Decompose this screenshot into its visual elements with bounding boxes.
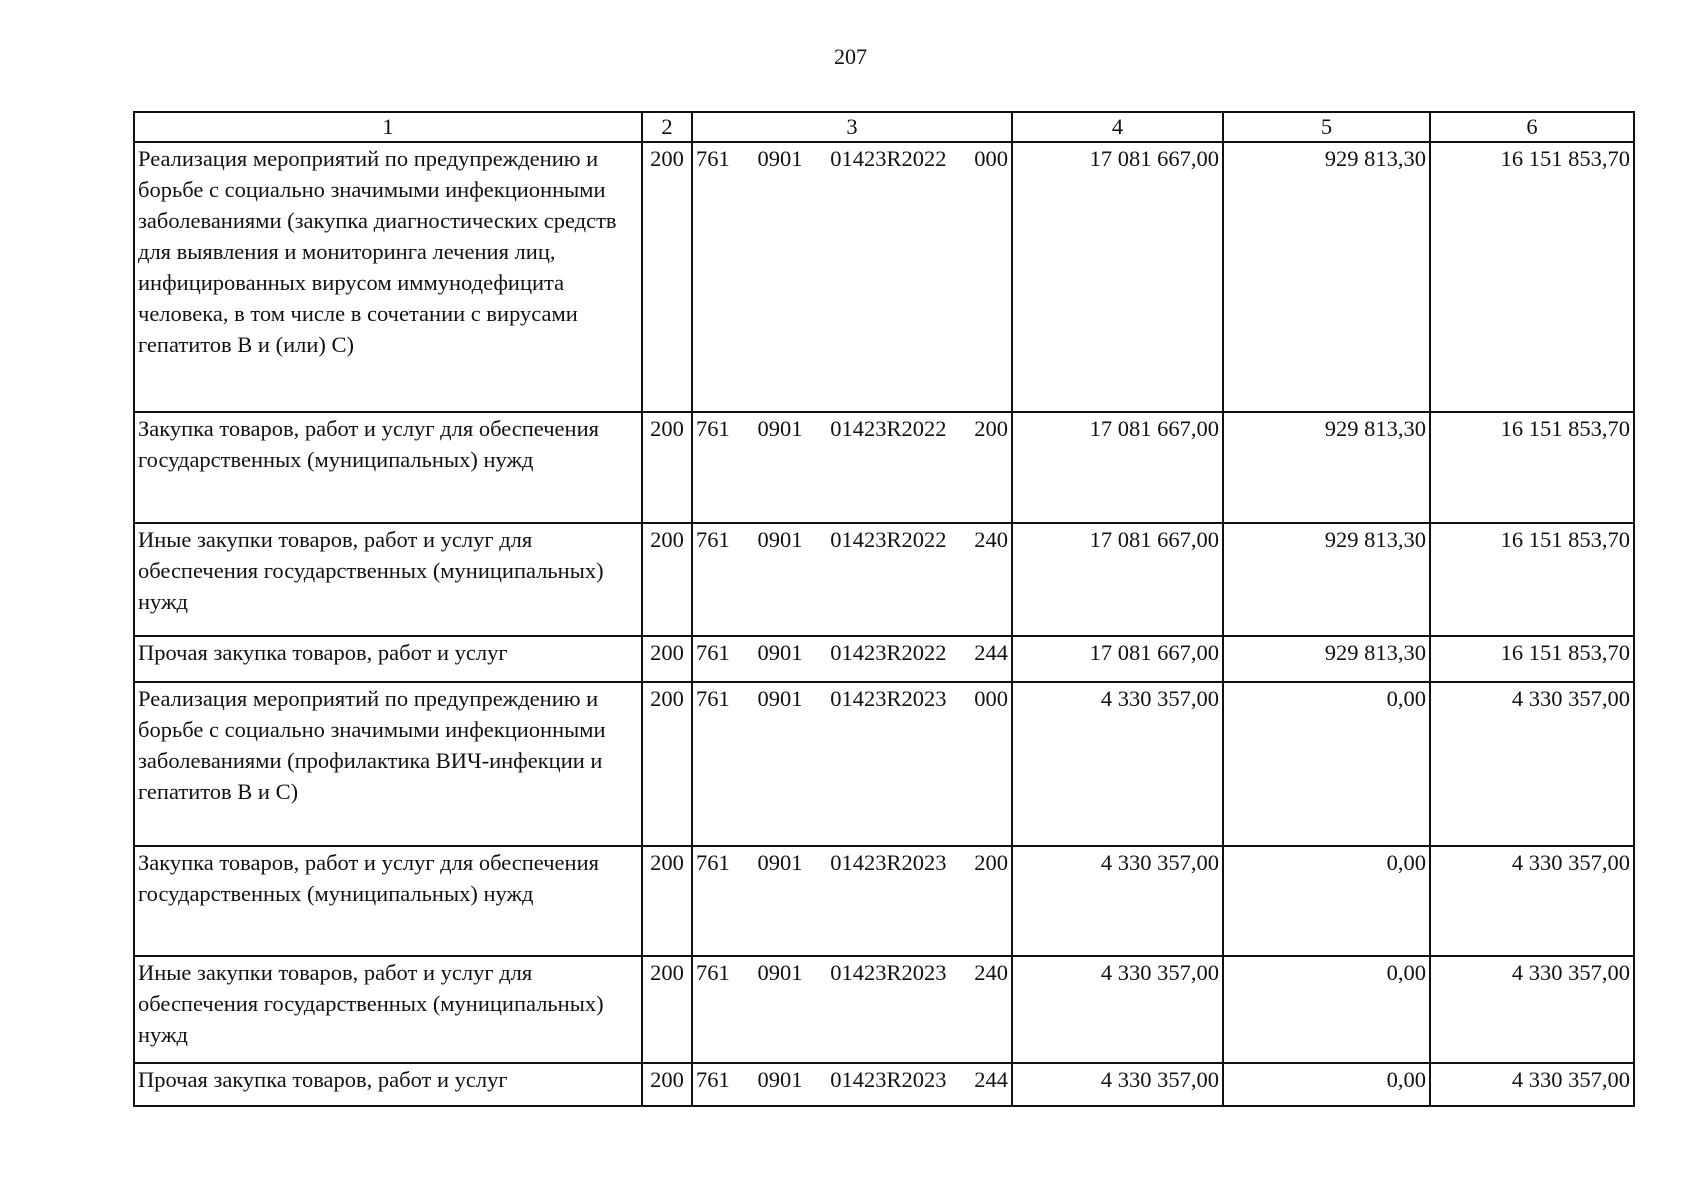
row-amount-col6: 4 330 357,00 <box>1430 682 1634 846</box>
code-section: 0901 <box>757 850 803 875</box>
code-ministry: 761 <box>696 640 730 665</box>
code-target-article: 01423R2023 <box>830 1067 947 1092</box>
column-header: 1 <box>134 112 642 142</box>
table-row <box>134 956 1634 1063</box>
table-row <box>134 682 1634 846</box>
column-header: 4 <box>1012 112 1223 142</box>
table-row <box>134 846 1634 956</box>
row-code-admin: 200 <box>642 956 692 1063</box>
code-expense-type: 244 <box>974 1067 1008 1092</box>
table-row <box>134 1063 1634 1106</box>
row-description: Иные закупки товаров, работ и услуг для обеспечения государственных (муниципальных) нужд <box>134 523 642 636</box>
code-expense-type: 240 <box>974 960 1008 985</box>
code-expense-type: 200 <box>974 416 1008 441</box>
budget-table <box>133 111 1635 1107</box>
row-amount-col5: 929 813,30 <box>1223 142 1430 412</box>
row-amount-col6: 4 330 357,00 <box>1430 1063 1634 1106</box>
row-description: Прочая закупка товаров, работ и услуг <box>134 1063 642 1106</box>
row-amount-col4: 4 330 357,00 <box>1012 1063 1223 1106</box>
table-row <box>134 412 1634 523</box>
column-header: 2 <box>642 112 692 142</box>
row-amount-col5: 0,00 <box>1223 682 1430 846</box>
page-number: 207 <box>834 44 867 69</box>
code-target-article: 01423R2023 <box>830 850 947 875</box>
row-amount-col4: 4 330 357,00 <box>1012 682 1223 846</box>
row-amount-col4: 17 081 667,00 <box>1012 412 1223 523</box>
code-expense-type: 240 <box>974 527 1008 552</box>
table-row <box>134 523 1634 636</box>
row-amount-col4: 17 081 667,00 <box>1012 142 1223 412</box>
row-budget-codes <box>692 412 1012 523</box>
row-budget-codes <box>692 956 1012 1063</box>
row-description: Закупка товаров, работ и услуг для обеспечения государственных (муниципальных) нужд <box>134 412 642 523</box>
row-description: Закупка товаров, работ и услуг для обеспечения государственных (муниципальных) нужд <box>134 846 642 956</box>
row-code-admin: 200 <box>642 682 692 846</box>
row-code-admin: 200 <box>642 1063 692 1106</box>
row-amount-col6: 16 151 853,70 <box>1430 142 1634 412</box>
code-expense-type: 000 <box>974 686 1008 711</box>
code-ministry: 761 <box>696 527 730 552</box>
code-section: 0901 <box>757 146 803 171</box>
code-target-article: 01423R2022 <box>830 527 947 552</box>
row-amount-col6: 16 151 853,70 <box>1430 636 1634 682</box>
code-target-article: 01423R2022 <box>830 416 947 441</box>
row-amount-col5: 0,00 <box>1223 1063 1430 1106</box>
row-code-admin: 200 <box>642 846 692 956</box>
code-ministry: 761 <box>696 686 730 711</box>
code-ministry: 761 <box>696 960 730 985</box>
row-amount-col6: 4 330 357,00 <box>1430 956 1634 1063</box>
code-target-article: 01423R2022 <box>830 640 947 665</box>
row-budget-codes <box>692 682 1012 846</box>
code-section: 0901 <box>757 416 803 441</box>
row-amount-col4: 4 330 357,00 <box>1012 846 1223 956</box>
row-amount-col5: 0,00 <box>1223 846 1430 956</box>
row-code-admin: 200 <box>642 412 692 523</box>
code-ministry: 761 <box>696 850 730 875</box>
row-amount-col5: 929 813,30 <box>1223 412 1430 523</box>
code-ministry: 761 <box>696 1067 730 1092</box>
table-row <box>134 142 1634 412</box>
row-description: Прочая закупка товаров, работ и услуг <box>134 636 642 682</box>
code-section: 0901 <box>757 527 803 552</box>
row-budget-codes <box>692 846 1012 956</box>
row-budget-codes <box>692 142 1012 412</box>
column-header: 3 <box>692 112 1012 142</box>
code-ministry: 761 <box>696 416 730 441</box>
code-ministry: 761 <box>696 146 730 171</box>
row-amount-col6: 4 330 357,00 <box>1430 846 1634 956</box>
row-amount-col5: 929 813,30 <box>1223 636 1430 682</box>
column-header: 6 <box>1430 112 1634 142</box>
table-row <box>134 636 1634 682</box>
code-section: 0901 <box>757 1067 803 1092</box>
row-amount-col6: 16 151 853,70 <box>1430 412 1634 523</box>
row-budget-codes <box>692 523 1012 636</box>
code-section: 0901 <box>757 640 803 665</box>
row-budget-codes <box>692 636 1012 682</box>
code-section: 0901 <box>757 960 803 985</box>
row-amount-col6: 16 151 853,70 <box>1430 523 1634 636</box>
row-amount-col5: 929 813,30 <box>1223 523 1430 636</box>
row-code-admin: 200 <box>642 636 692 682</box>
row-code-admin: 200 <box>642 523 692 636</box>
row-amount-col4: 17 081 667,00 <box>1012 636 1223 682</box>
row-amount-col4: 4 330 357,00 <box>1012 956 1223 1063</box>
row-description: Реализация мероприятий по предупреждению и борьбе с социально значимыми инфекционными заболеваниями (закупка диагностических средств для выявления и мониторинга лечения лиц, инфицированных вирусом иммунодефицита человека, в том числе в сочетании с вирусами гепатитов B и (или) C) <box>134 142 642 412</box>
code-target-article: 01423R2022 <box>830 146 947 171</box>
code-expense-type: 244 <box>974 640 1008 665</box>
code-section: 0901 <box>757 686 803 711</box>
code-target-article: 01423R2023 <box>830 686 947 711</box>
row-amount-col4: 17 081 667,00 <box>1012 523 1223 636</box>
column-header: 5 <box>1223 112 1430 142</box>
row-amount-col5: 0,00 <box>1223 956 1430 1063</box>
code-expense-type: 000 <box>974 146 1008 171</box>
row-description: Реализация мероприятий по предупреждению и борьбе с социально значимыми инфекционными заболеваниями (профилактика ВИЧ-инфекции и гепатитов B и C) <box>134 682 642 846</box>
code-expense-type: 200 <box>974 850 1008 875</box>
row-budget-codes <box>692 1063 1012 1106</box>
row-code-admin: 200 <box>642 142 692 412</box>
code-target-article: 01423R2023 <box>830 960 947 985</box>
row-description: Иные закупки товаров, работ и услуг для обеспечения государственных (муниципальных) нужд <box>134 956 642 1063</box>
table-header-row <box>134 112 1634 142</box>
